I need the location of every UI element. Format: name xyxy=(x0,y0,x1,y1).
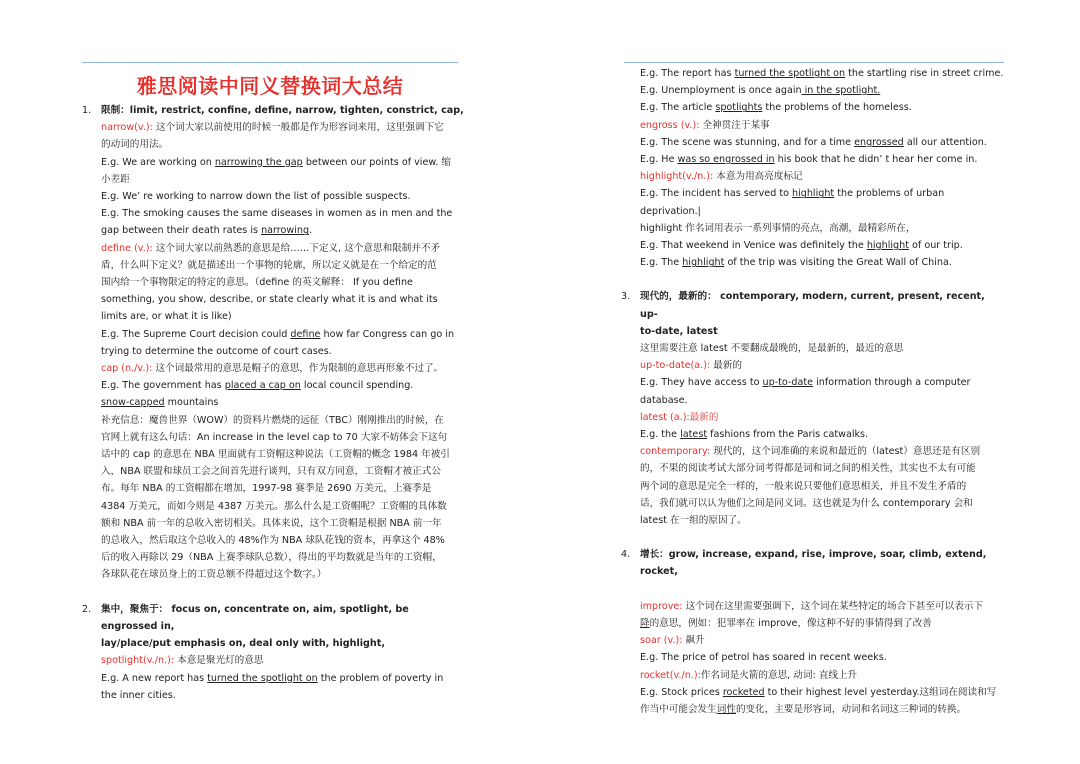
example-sentence: E.g. The price of petrol has soared in recent weeks. xyxy=(640,652,887,664)
right-page xyxy=(540,0,1080,764)
example-sentence: E.g. He was so engrossed in his book that he didn’ t hear her come in. xyxy=(640,154,978,166)
section-2: 2. 集中，聚焦于： focus on, concentrate on, aim, spotlight, be engrossed in, lay/place/put emphasis on, deal only with, highlight, xyxy=(82,601,466,653)
usage-note: highlight 作名词用表示一系列事情的亮点，高潮，最精彩所在， xyxy=(640,222,916,234)
example-sentence: E.g. The highlight of the trip was visiting the Great Wall of China. xyxy=(640,257,952,269)
definition-spotlight: spotlight(v./n.): 本意是聚光灯的意思 xyxy=(101,655,264,667)
section-heading: 限制：limit, restrict, confine, define, narrow, tighten, constrict, cap, xyxy=(101,105,464,116)
definition-highlight: highlight(v./n.): 本意为用高亮度标记 xyxy=(640,171,803,183)
top-rule xyxy=(82,62,458,63)
left-column xyxy=(82,102,466,704)
example-sentence: E.g. That weekend in Venice was definitely the highlight of our trip. xyxy=(640,240,963,252)
section-heading: 增长：grow, increase, expand, rise, improve, soar, climb, extend, rocket, xyxy=(640,549,987,578)
term-define: define (v.): xyxy=(101,242,153,254)
term-cap: cap (n./v.): xyxy=(101,363,153,375)
section-heading: 现代的，最新的： contemporary, modern, current, present, recent, up- xyxy=(640,291,985,320)
example-sentence: E.g. We are working on narrowing the gap between our points of view. 缩 xyxy=(101,156,452,168)
definition-rocket: rocket(v./n.):作名词是火箭的意思, 动词: 直线上升 xyxy=(640,669,858,681)
term-rocket: rocket(v./n.): xyxy=(640,669,701,681)
example-sentence: E.g. The Supreme Court decision could define how far Congress can go in xyxy=(101,328,455,340)
section-intro: 这里需要注意 latest 不要翻成最晚的，是最新的，最近的意思 xyxy=(640,343,904,355)
term-up-to-date: up-to-date(a.): xyxy=(640,360,711,372)
definition-cap: cap (n./v.): 这个词最常用的意思是帽子的意思，作为限制的意思再形象不过了。 xyxy=(101,363,444,375)
definition-improve: improve: 这个词在这里需要强调下，这个词在某些特定的场合下甚至可以表示下 xyxy=(640,600,983,612)
example-sentence: E.g. Unemployment is once again in the spotlight. xyxy=(640,85,881,97)
example-sentence: E.g. The smoking causes the same diseases in women as in men and the xyxy=(101,208,453,220)
term-spotlight: spotlight(v./n.): xyxy=(101,655,175,667)
definition-soar: soar (v.): 飙升 xyxy=(640,635,705,647)
definition-up-to-date: up-to-date(a.): 最新的 xyxy=(640,360,743,372)
example-sentence: E.g. The article spotlights the problems of the homeless. xyxy=(640,102,912,114)
definition-engross: engross (v.): 全神贯注于某事 xyxy=(640,119,770,131)
definition-narrow: narrow(v.): 这个词大家以前使用的时候一般都是作为形容词来用，这里强调下它 xyxy=(101,122,444,134)
example-sentence: E.g. The scene was stunning, and for a time engrossed all our attention. xyxy=(640,136,987,148)
example-sentence: E.g. Stock prices rocketed to their highest level yesterday.这组词在阅读和写 xyxy=(640,686,997,698)
section-3: 3. 现代的，最新的： contemporary, modern, current, present, recent, up- to-date, latest xyxy=(621,288,1005,340)
example-sentence: E.g. the latest fashions from the Paris catwalks. xyxy=(640,429,869,441)
example-sentence: E.g. The report has turned the spotlight on the startling rise in street crime. xyxy=(640,68,1004,79)
example-sentence: E.g. A new report has turned the spotlight on the problem of poverty in xyxy=(101,672,444,684)
section-1-body: narrow(v.): 这个词大家以前使用的时候一般都是作为形容词来用，这里强调下它 的动词的用法。 E.g. We are working on narrowing the gap between our points of view. 缩 小差距 E.g. We’ re working to narrow down the list of possible suspects. E.g. The smoking causes the same diseases in women as in men and the gap between their death rates is narrowing. define (v.): 这个词大家以前熟悉的意思是给……下定义, 这个意思和限制并不矛 盾，什么叫下定义？就是描述出一个事物的轮廓，所以定义就是在一个给定的范 围内给一个事物限定的特定的意思。（define 的英文解释： If you define something, you show, describe, or state clearly what it is and what its limits are, or what it is like) E.g. The Supreme Court decision could define how far Congress can go in trying to determine the outcome of court cases. cap (n./v.): 这个词最常用的意思是帽子的意思，作为限制的意思再形象不过了。 E.g. The government has placed a cap on local council spending. snow-capped mountains 补充信息：魔兽世界（WOW）的资料片燃烧的远征（TBC）刚刚推出的时候，在 官网上就有这么句话：An increase in the level cap to 70 大家不妨体会下这句 话中的 cap 的意思在 NBA 里面就有工资帽这种说法（工资帽的概念 1984 年被引 入，NBA 联盟和球员工会之间首先进行谈判，只有双方同意，工资帽才被正式公 布。每年 NBA 的工资帽都在增加，1997-98 赛季是 2690 万美元，上赛季是 4384 万美元，而如今则是 4387 万美元。那么什么是工资帽呢？工资帽的具体数 额和 NBA 前一年的总收入密切相关。具体来说，这个工资帽是根据 NBA 前一年 的总收入，然后取这个总收入的 48%作为 NBA 球队花钱的资本，再拿这个 48% 后的收入再除以 29（NBA 上赛季球队总数），得出的平均数就是当年的工资帽， 各球队花在球员身上的工资总额不得超过这个数字。） xyxy=(82,119,466,583)
term-highlight: highlight(v./n.): xyxy=(640,171,714,183)
section-heading: 集中，聚焦于： focus on, concentrate on, aim, spotlight, be engrossed in, xyxy=(101,603,409,632)
right-column: E.g. The report has turned the spotlight on the startling rise in street crime. E.g. Unemployment is once again in the spotlight. E.g. The article spotlights the problems of the homeless. engross (v.): 全神贯注于某事 E.g. The scene was stunning, and for a time engrossed all our attention. E.g. He was so engrossed in his book that he didn’ t hear her come in. highlight(v./n.): 本意为用高亮度标记 E.g. The incident has served to highlight the problems of urban deprivation.| highlight 作名词用表示一系列事情的亮点，高潮，最精彩所在， E.g. That weekend in Venice was definitely the highlight of our trip. E.g. The highlight of the trip was visiting the Great Wall of China. 3. 现代的，最新的： contemporary, modern, current, present, recent, up- to-date, latest 这里需要注意 latest 不要翻成最晚的，是最新的，最近的意思 up-to-date(a.): 最新的 E.g. They have access to up-to-date information through a computer database. latest (a.):最新的 E.g. the latest fashions from the Paris catwalks. contemporary: 现代的，这个词准确的来说和最近的（latest）意思还是有区别 的，不果的阅读考试大部分词考得都是词和词之间的相关性，其实也不太有可能 两个词的意思是完全一样的，一般来说只要他们意思相关，并且不发生矛盾的 话，我们就可以认为他们之间是同义词。这也就是为什么 contemporary 会和 latest 在一组的原因了。 4. 增长：grow, increase, expand, rise, improve, soar, climb, extend, rocket, improve: 这个词在这里需要强调下，这个词在某些特定的场合下甚至可以表示下 降的意思，例如：犯罪率在 improve，像这种不好的事情得到了改善 soar (v.): 飙升 E.g. The price of petrol has soared in recent weeks. rocket(v./n.):作名词是火箭的意思, 动词: 直线上升 E.g. Stock prices rocketed to their highest level yesterday.这组词在阅读和写 作当中可能会发生词性的变化，主要是形容词，动词和名词这三种词的转换。 xyxy=(640,65,1005,718)
section-4 xyxy=(621,546,1005,580)
section-number: 3. xyxy=(621,291,631,303)
term-latest: latest (a.):最新的 xyxy=(640,411,719,423)
section-number: 2. xyxy=(82,603,92,615)
definition-contemporary: contemporary: 现代的，这个词准确的来说和最近的（latest）意思还是有区别 xyxy=(640,446,981,458)
top-rule xyxy=(624,62,1004,63)
term-contemporary: contemporary: xyxy=(640,446,711,458)
supplement-note: 补充信息：魔兽世界（WOW）的资料片燃烧的远征（TBC）刚刚推出的时候，在 xyxy=(101,414,444,426)
section-1 xyxy=(82,102,466,119)
section-number: 4. xyxy=(621,549,631,561)
example-sentence: E.g. They have access to up-to-date information through a computer xyxy=(640,377,971,389)
term-narrow: narrow(v.): xyxy=(101,122,153,134)
term-improve: improve: xyxy=(640,600,683,612)
document-title: 雅思阅读中同义替换词大总结 xyxy=(136,74,404,98)
example-sentence: E.g. The incident has served to highlight the problems of urban xyxy=(640,188,945,200)
section-number: 1. xyxy=(82,105,92,116)
example-sentence: E.g. We’ re working to narrow down the list of possible suspects. xyxy=(101,191,411,203)
example-sentence: E.g. The government has placed a cap on local council spending. xyxy=(101,380,414,392)
term-soar: soar (v.): xyxy=(640,635,683,647)
definition-define: define (v.): 这个词大家以前熟悉的意思是给……下定义, 这个意思和限制并不矛 xyxy=(101,242,441,254)
example-phrase: snow-capped mountains xyxy=(101,397,219,409)
section-2-body: spotlight(v./n.): 本意是聚光灯的意思 E.g. A new report has turned the spotlight on the problem of poverty in the inner cities. xyxy=(82,652,466,704)
term-engross: engross (v.): xyxy=(640,119,700,131)
